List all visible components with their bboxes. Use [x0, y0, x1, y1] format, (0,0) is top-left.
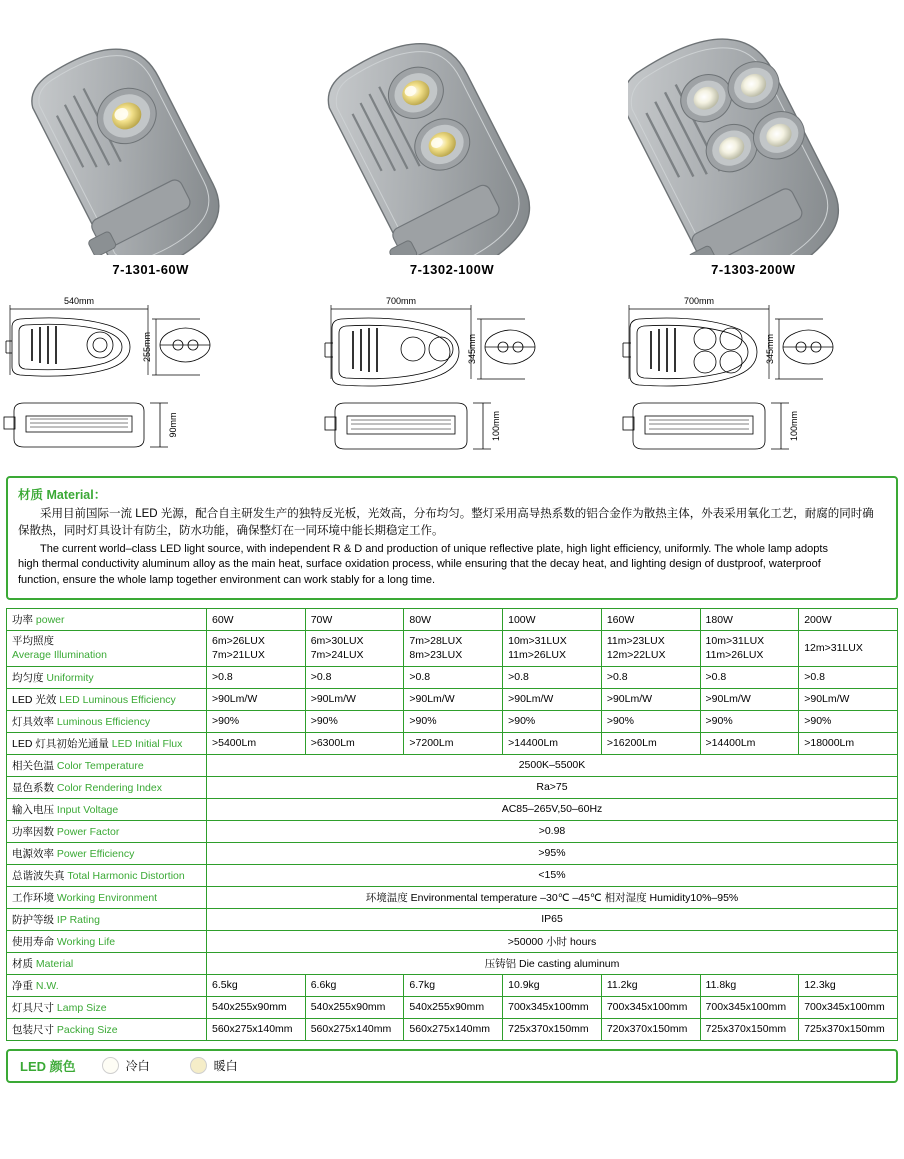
- product-item: [0, 10, 301, 277]
- drawing-svg-1: [0, 283, 300, 473]
- table-cell: >0.8: [404, 666, 503, 688]
- table-cell: 540x255x90mm: [404, 996, 503, 1018]
- color-swatch-icon: [190, 1057, 207, 1074]
- table-row: [7, 754, 898, 776]
- table-cell: 560x275x140mm: [207, 1018, 306, 1040]
- table-cell: >90Lm/W: [207, 688, 306, 710]
- table-cell: 6m>30LUX 7m>24LUX: [305, 631, 404, 666]
- product-model-label: 7-1301-60W: [112, 262, 189, 277]
- table-row-header: 材质 Material: [7, 952, 207, 974]
- table-row-header: 灯具尺寸 Lamp Size: [7, 996, 207, 1018]
- table-cell: 560x275x140mm: [404, 1018, 503, 1040]
- table-row-header: 包装尺寸 Packing Size: [7, 1018, 207, 1040]
- lamp-illustration-1led: [26, 15, 276, 255]
- table-cell: 6.5kg: [207, 974, 306, 996]
- table-row: [7, 886, 898, 908]
- table-cell: >7200Lm: [404, 732, 503, 754]
- table-row-header: 功率因数 Power Factor: [7, 820, 207, 842]
- led-color-title: LED 颜色: [20, 1059, 76, 1075]
- svg-text:700mm: 700mm: [386, 296, 417, 306]
- table-cell: >90%: [799, 710, 898, 732]
- led-color-section: [6, 1049, 898, 1083]
- table-column-header: 160W: [601, 609, 700, 631]
- material-en-line3: function, ensure the whole lamp together environment can work stably for a long time.: [18, 574, 436, 587]
- table-cell-merged: >0.98: [207, 820, 898, 842]
- table-cell: >0.8: [799, 666, 898, 688]
- table-column-header: 60W: [207, 609, 306, 631]
- table-cell: >0.8: [503, 666, 602, 688]
- table-cell-merged: 环境温度 Environmental temperature –30℃ –45℃ 相对湿度 Humidity10%–95%: [207, 886, 898, 908]
- table-cell: >90Lm/W: [404, 688, 503, 710]
- table-row-header: 输入电压 Input Voltage: [7, 798, 207, 820]
- table-row: [7, 710, 898, 732]
- material-en-line1: The current world–class LED light source, with independent R & D and production of unique reflective plate, high light efficiency, uniformly. The whole lamp adopts: [40, 542, 828, 555]
- table-cell: >0.8: [700, 666, 799, 688]
- material-text-en: [18, 542, 886, 590]
- table-cell: >90%: [700, 710, 799, 732]
- table-cell: >90%: [404, 710, 503, 732]
- table-row: [7, 798, 898, 820]
- table-row: [7, 666, 898, 688]
- table-cell: 10m>31LUX 11m>26LUX: [503, 631, 602, 666]
- table-cell: 560x275x140mm: [305, 1018, 404, 1040]
- table-row: [7, 930, 898, 952]
- table-cell: 700x345x100mm: [700, 996, 799, 1018]
- table-column-header: 80W: [404, 609, 503, 631]
- drawing-100w: [301, 283, 602, 468]
- material-cn-line1: 采用目前国际一流 LED 光源，配合自主研发生产的独特反光板，光效高，分布均匀。整灯采用高导热系数的铝合金作为散热主体，外表采用氧化工艺，耐腐的同时确: [40, 508, 874, 520]
- table-cell: 700x345x100mm: [601, 996, 700, 1018]
- table-row: [7, 864, 898, 886]
- material-title: 材质 Material：: [18, 488, 107, 502]
- table-cell: 10.9kg: [503, 974, 602, 996]
- product-gallery: [0, 0, 904, 277]
- table-row: [7, 842, 898, 864]
- table-cell-merged: AC85–265V,50–60Hz: [207, 798, 898, 820]
- drawing-svg-3: [603, 283, 903, 473]
- drawing-60w: [0, 283, 301, 468]
- table-row: [7, 732, 898, 754]
- product-image-60w: [0, 10, 301, 260]
- led-color-label: 暖白: [213, 1059, 238, 1074]
- table-cell: 12m>31LUX: [799, 631, 898, 666]
- table-cell: >0.8: [207, 666, 306, 688]
- table-cell: 540x255x90mm: [305, 996, 404, 1018]
- led-color-label: 冷白: [125, 1059, 150, 1074]
- table-cell: 6.6kg: [305, 974, 404, 996]
- table-row-header: 灯具效率 Luminous Efficiency: [7, 710, 207, 732]
- table-column-header: 70W: [305, 609, 404, 631]
- product-item: [301, 10, 602, 277]
- table-cell: >6300Lm: [305, 732, 404, 754]
- row-label-cn: 功率: [12, 614, 33, 627]
- material-cn-line2: 保散热，同时灯具设计有防尘，防水功能，确保整灯在一同环境中能长期稳定工作。: [18, 525, 444, 538]
- technical-drawings: [0, 277, 904, 472]
- table-cell: 725x370x150mm: [503, 1018, 602, 1040]
- table-row-header: 电源效率 Power Efficiency: [7, 842, 207, 864]
- table-row-header: LED 光效 LED Luminous Efficiency: [7, 688, 207, 710]
- svg-text:345mm: 345mm: [467, 333, 478, 365]
- table-cell: >90%: [305, 710, 404, 732]
- table-cell: >90%: [601, 710, 700, 732]
- color-swatch-icon: [102, 1057, 119, 1074]
- table-cell: 11m>23LUX 12m>22LUX: [601, 631, 700, 666]
- drawing-svg-2: [301, 283, 601, 473]
- table-row: [7, 1018, 898, 1040]
- table-cell: >18000Lm: [799, 732, 898, 754]
- table-column-header: 100W: [503, 609, 602, 631]
- table-row-header: 防护等级 IP Rating: [7, 908, 207, 930]
- table-cell: 7m>28LUX 8m>23LUX: [404, 631, 503, 666]
- table-row: [7, 631, 898, 666]
- table-cell-merged: >95%: [207, 842, 898, 864]
- table-row-header: 平均照度 Average Illumination: [7, 631, 207, 666]
- table-row-header: 工作环境 Working Environment: [7, 886, 207, 908]
- table-cell: 6.7kg: [404, 974, 503, 996]
- table-cell: >14400Lm: [700, 732, 799, 754]
- table-cell: >0.8: [601, 666, 700, 688]
- table-cell-merged: Ra>75: [207, 776, 898, 798]
- table-cell: >14400Lm: [503, 732, 602, 754]
- product-model-label: 7-1303-200W: [711, 262, 796, 277]
- table-cell: >16200Lm: [601, 732, 700, 754]
- table-column-header: 200W: [799, 609, 898, 631]
- table-cell: 11.2kg: [601, 974, 700, 996]
- table-row: [7, 952, 898, 974]
- material-text-cn: [18, 506, 886, 541]
- table-cell: 720x370x150mm: [601, 1018, 700, 1040]
- svg-text:100mm: 100mm: [491, 410, 502, 442]
- material-section: [6, 476, 898, 600]
- product-model-label: 7-1302-100W: [409, 262, 495, 277]
- table-row: [7, 974, 898, 996]
- table-cell: >90%: [207, 710, 306, 732]
- svg-text:90mm: 90mm: [168, 412, 178, 438]
- table-cell: >90%: [503, 710, 602, 732]
- material-en-line2: high thermal conductivity aluminum alloy as the main heat, surface oxidation process, while ensuring that the decay heat, and lighting design of dustproof, waterproof: [18, 558, 821, 571]
- table-cell: 6m>26LUX 7m>21LUX: [207, 631, 306, 666]
- drawing-200w: [603, 283, 904, 468]
- table-row-header: 均匀度 Uniformity: [7, 666, 207, 688]
- product-image-200w: [603, 10, 904, 260]
- table-cell: 700x345x100mm: [503, 996, 602, 1018]
- svg-text:100mm: 100mm: [788, 410, 799, 442]
- table-cell-merged: <15%: [207, 864, 898, 886]
- table-row-header: LED 灯具初始光通量 LED Initial Flux: [7, 732, 207, 754]
- lamp-illustration-2led: [327, 15, 577, 255]
- table-cell: 11.8kg: [700, 974, 799, 996]
- table-row: [7, 996, 898, 1018]
- svg-text:540mm: 540mm: [63, 296, 95, 306]
- table-cell-merged: IP65: [207, 908, 898, 930]
- product-image-100w: [301, 10, 602, 260]
- table-cell: >0.8: [305, 666, 404, 688]
- table-header-row: [7, 609, 898, 631]
- table-cell: 540x255x90mm: [207, 996, 306, 1018]
- svg-text:345mm: 345mm: [764, 333, 775, 365]
- table-column-header: 180W: [700, 609, 799, 631]
- row-label-en: power: [35, 614, 65, 627]
- table-row-header: [7, 609, 207, 631]
- table-cell: >90Lm/W: [799, 688, 898, 710]
- table-row: [7, 776, 898, 798]
- product-item: [603, 10, 904, 277]
- table-cell: 10m>31LUX 11m>26LUX: [700, 631, 799, 666]
- led-color-option-warm: [190, 1057, 238, 1074]
- table-cell: 12.3kg: [799, 974, 898, 996]
- svg-text:700mm: 700mm: [683, 296, 714, 306]
- table-cell-merged: 2500K–5500K: [207, 754, 898, 776]
- table-cell: 725x370x150mm: [799, 1018, 898, 1040]
- table-cell: >90Lm/W: [601, 688, 700, 710]
- svg-text:255mm: 255mm: [142, 331, 152, 363]
- table-row: [7, 908, 898, 930]
- table-cell: >90Lm/W: [305, 688, 404, 710]
- table-cell: >90Lm/W: [503, 688, 602, 710]
- table-cell: >5400Lm: [207, 732, 306, 754]
- table-row: [7, 688, 898, 710]
- table-cell: 725x370x150mm: [700, 1018, 799, 1040]
- specification-table: [6, 608, 898, 1040]
- table-cell-merged: >50000 小时 hours: [207, 930, 898, 952]
- table-cell-merged: 压铸铝 Die casting aluminum: [207, 952, 898, 974]
- table-cell: 700x345x100mm: [799, 996, 898, 1018]
- table-row-header: 总谐波失真 Total Harmonic Distortion: [7, 864, 207, 886]
- table-cell: >90Lm/W: [700, 688, 799, 710]
- table-row-header: 使用寿命 Working Life: [7, 930, 207, 952]
- table-row-header: 显色系数 Color Rendering Index: [7, 776, 207, 798]
- table-row: [7, 820, 898, 842]
- table-row-header: 净重 N.W.: [7, 974, 207, 996]
- table-row-header: 相关色温 Color Temperature: [7, 754, 207, 776]
- led-color-option-cool: [102, 1057, 150, 1074]
- lamp-illustration-4led: [628, 15, 878, 255]
